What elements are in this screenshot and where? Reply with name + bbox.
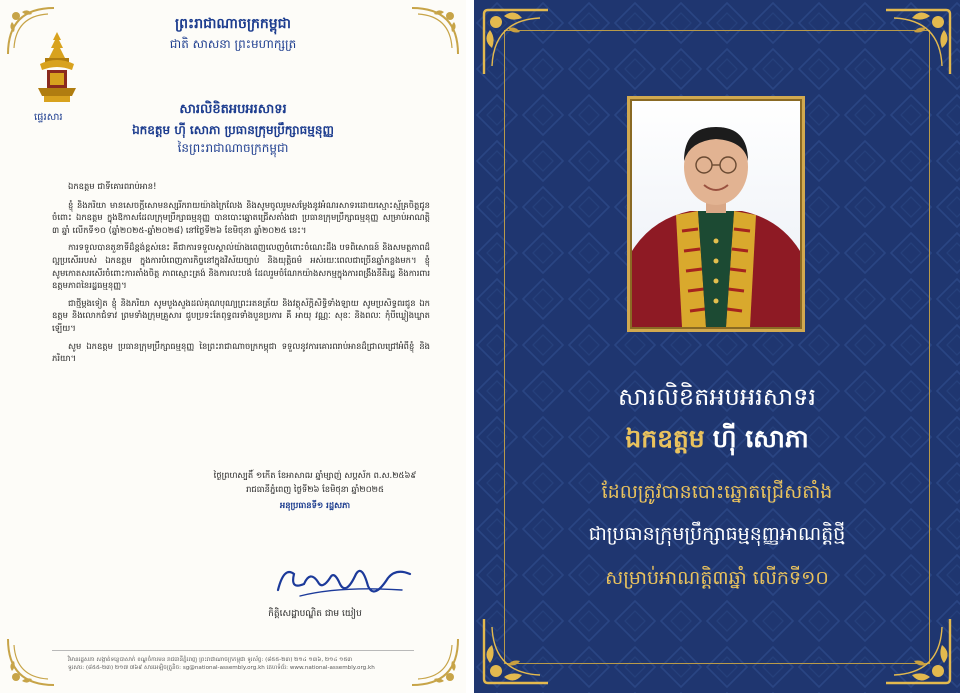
footer-address: វិមានរដ្ឋសភា សង្កាត់ទន្លេបាសាក់ ខណ្ឌចំការមន រាជធានីភ្នំពេញ ព្រះរាជាណាចក្រកម្ពុជា ទូរស័ព្ទ: (៨៥៥-២៣) ២១៤ ១៣៦, ២១៤ ១៥៣ — [68, 657, 353, 663]
letter-body — [52, 180, 430, 370]
letter-salutation: ឯកឧត្តម ជាទីគោរពរាប់អាន! — [68, 181, 157, 191]
date-solar: រាជធានីភ្នំពេញ ថ្ងៃទី២៦ ខែមិថុនា ឆ្នាំ២០២៥ — [246, 484, 384, 494]
congratulation-card — [474, 0, 960, 693]
card-line-elected: ដែលត្រូវបានបោះឆ្នោតជ្រើសតាំង — [601, 481, 833, 503]
ornament-corner-icon — [882, 615, 956, 689]
letter-heading: សារលិខិតអបអរសាទរ — [179, 102, 287, 117]
kingdom-title: ព្រះរាជាណាចក្រកម្ពុជា — [174, 16, 291, 32]
letter-paragraph: សូម ឯកឧត្តម ប្រធានក្រុមប្រឹក្សាធម្មនុញ្ញ នៃព្រះរាជាណាចក្រកម្ពុជា ទទួលនូវការគោរពរាប់អានដ៏ជ្រាលជ្រៅអំពីខ្ញុំ និងភរិយា។ — [52, 340, 430, 364]
signer-name: កិត្តិសេដ្ឋាបណ្ឌិត ជាម យៀប — [268, 609, 362, 619]
card-name-line — [474, 424, 960, 460]
letter-recipient: ឯកឧត្តម ហ៊ី សោភា ប្រធានក្រុមប្រឹក្សាធម្មនុញ្ញ — [132, 123, 334, 137]
card-honorific: ឯកឧត្តម — [625, 424, 705, 453]
signer-role: អនុប្រធានទី១ រដ្ឋសភា — [279, 500, 351, 510]
ornament-corner-icon — [408, 635, 462, 689]
letter-recipient-org: នៃព្រះរាជាណាចក្រកម្ពុជា — [177, 141, 289, 155]
card-heading: សារលិខិតអបអរសាទរ — [617, 383, 817, 411]
signature-icon — [270, 556, 420, 606]
office-label: ផ្ទេរសារ — [34, 112, 63, 123]
letter-paragraph: ខ្ញុំ និងភរិយា មានសេចក្តីសោមនស្សរីករាយយ៉ាងក្រៃលែង និងសូមចូលរួមសម្ដែងនូវអំណរសាទរដោយស្មោះស្ម័គ្រចិត្តជូនចំពោះ ឯកឧត្តម ក្នុងឱកាសដែលក្រុមប្រឹក្សាធម្មនុញ្ញ បានបោះឆ្នោតជ្រើសតាំងជា ប្រធានក្រុមប្រឹក្សាធម្មនុញ្ញ សម្រាប់អាណត្តិ ៣ ឆ្នាំ លើកទី១០ (ឆ្នាំ២០២៥-ឆ្នាំ២០២៨) នៅថ្ងៃទី២៦ ខែមិថុនា ឆ្នាំ២០២៥ នេះ។ — [52, 199, 430, 235]
letter-footer — [68, 656, 414, 672]
ornament-corner-icon — [882, 4, 956, 78]
ornament-corner-icon — [478, 615, 552, 689]
card-line-term: សម្រាប់អាណត្តិ៣ឆ្នាំ លើកទី១០ — [605, 567, 829, 589]
footer-contact: ទូរសារ: (៨៥៥-២៣) ២១៧ ៧៦៩ សារអេឡិចត្រូនិច: sg@national-assembly.org.kh គេហទំព័រ: www.national-assembly.org.kh — [68, 665, 375, 671]
card-line-position: ជាប្រធានក្រុមប្រឹក្សាធម្មនុញ្ញអាណត្តិថ្មី — [588, 523, 846, 545]
kingdom-motto: ជាតិ សាសនា ព្រះមហាក្សត្រ — [169, 37, 297, 51]
card-name: ហ៊ី សោភា — [712, 424, 809, 453]
date-lunar: ថ្ងៃព្រហស្បតិ៍ ១កើត ខែអាសាឍ ឆ្នាំម្សាញ់ សប្តស័ក ព.ស.២៥៦៩ — [213, 470, 417, 480]
congratulation-letter — [0, 0, 466, 693]
national-assembly-emblem-icon — [34, 30, 80, 106]
portrait-frame — [627, 96, 805, 332]
letter-paragraph: ជាថ្មីម្ដងទៀត ខ្ញុំ និងភរិយា សូមបួងសួងដល់គុណបុណ្យព្រះរតនត្រ័យ និងវត្ថុស័ក្ដិសិទ្ធិទាំងឡាយ សូមប្រសិទ្ធពរជូន ឯកឧត្តម និងលោកជំទាវ ព្រមទាំងក្រុមគ្រួសារ ជួបប្រទះតែពុទ្ធពរទាំងបួនប្រការ គឺ អាយុ វណ្ណៈ សុខៈ និងពលៈ កុំបីឃ្លៀងឃ្លាតឡើយ។ — [52, 297, 430, 333]
ornament-corner-icon — [4, 635, 58, 689]
footer-divider — [52, 650, 414, 651]
ornament-corner-icon — [478, 4, 552, 78]
letter-paragraph: ការទទួលបានតួនាទីដ៏ខ្ពង់ខ្ពស់នេះ គឺជាការទទួលស្គាល់យ៉ាងពេញលេញចំពោះចំណេះដឹង បទពិសោធន៍ និងសមត្ថភាពដ៏ល្អប្រសើររបស់ ឯកឧត្តម ក្នុងការបំពេញភារកិច្ចនៅក្នុងវិស័យច្បាប់ និងយុត្តិធម៌ អស់រយៈពេលជាច្រើនឆ្នាំកន្លងមក។ ខ្ញុំសូមកោតសរសើរចំពោះការតាំងចិត្ត ភាពស្មោះត្រង់ និងការលះបង់ ដែលរួមចំណែកយ៉ាងសកម្មក្នុងការពង្រឹងនីតិរដ្ឋ និងការពារឧត្តមភាពនៃរដ្ឋធម្មនុញ្ញ។ — [52, 242, 430, 291]
portrait-photo — [632, 101, 800, 327]
